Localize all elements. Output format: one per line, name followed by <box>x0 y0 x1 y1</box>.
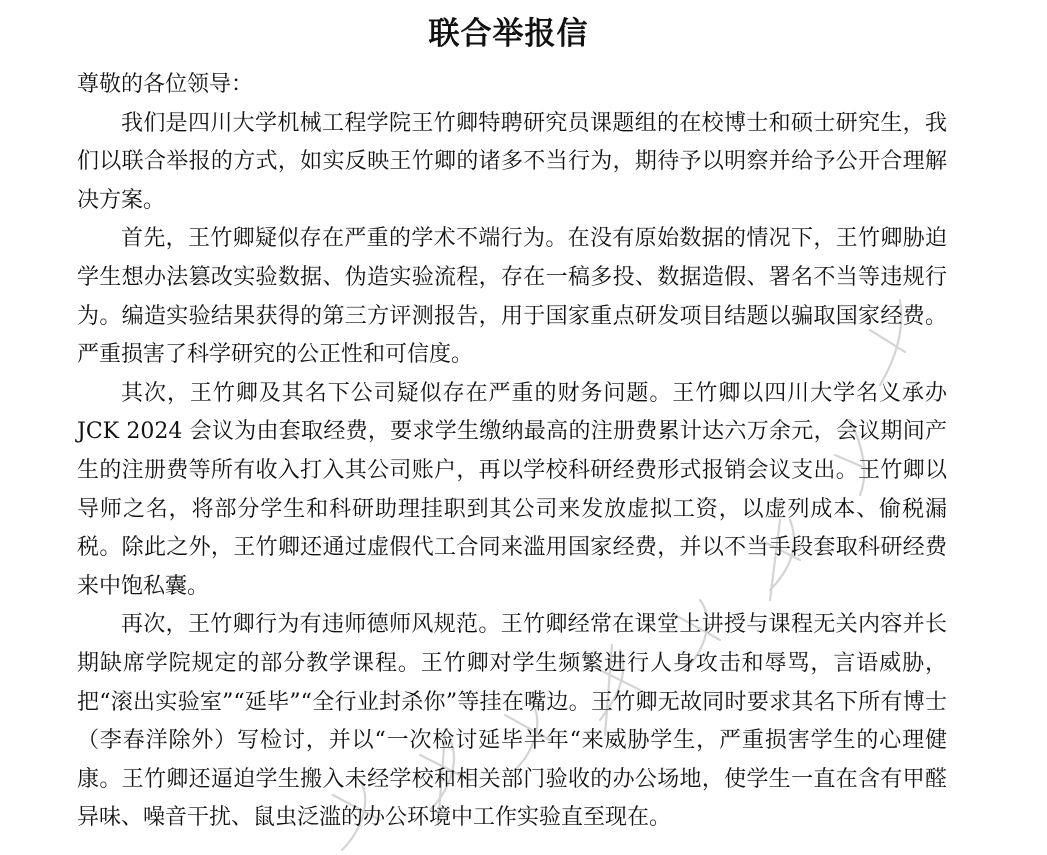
page-title: 联合举报信 <box>428 16 589 52</box>
salutation: 尊敬的各位领导： <box>77 72 254 97</box>
letter-body <box>77 66 947 838</box>
paragraph-academic-misconduct: 首先，王竹卿疑似存在严重的学术不端行为。在没有原始数据的情况下，王竹卿胁迫学生想办法篡改实验数据、伪造实验流程，存在一稿多投、数据造假、署名不当等违规行为。编造实验结果获得的第三方评测报告，用于国家重点研发项目结题以骗取国家经费。严重损害了科学研究的公正性和可信度。 <box>77 226 947 368</box>
paragraph-intro: 我们是四川大学机械工程学院王竹卿特聘研究员课题组的在校博士和硕士研究生，我们以联合举报的方式，如实反映王竹卿的诸多不当行为，期待予以明察并给予公开合理解决方案。 <box>77 110 947 213</box>
paragraph-financial-issues: 其次，王竹卿及其名下公司疑似存在严重的财务问题。王竹卿以四川大学名义承办 JCK 2024 会议为由套取经费，要求学生缴纳最高的注册费累计达六万余元，会议期间产生的注册费等所有收入打入其公司账户，再以学校科研经费形式报销会议支出。王竹卿以导师之名，将部分学生和科研助理挂职到其公司来发放虚拟工资，以虚列成本、偷税漏税。除此之外，王竹卿还通过虚假代工合同来滥用国家经费，并以不当手段套取科研经费来中饱私囊。 <box>77 380 947 599</box>
paragraph-ethics-violations: 再次，王竹卿行为有违师德师风规范。王竹卿经常在课堂上讲授与课程无关内容并长期缺席学院规定的部分教学课程。王竹卿对学生频繁进行人身攻击和辱骂，言语威胁，把“滚出实验室”“延毕”“全行业封杀你”等挂在嘴边。王竹卿无故同时要求其名下所有博士（李春洋除外）写检讨，并以“一次检讨延毕半年“来威胁学生，严重损害学生的心理健康。王竹卿还逼迫学生搬入未经学校和相关部门验收的办公场地，使学生一直在含有甲醛异味、噪音干扰、鼠虫泛滥的办公环境中工作实验直至现在。 <box>77 612 947 831</box>
